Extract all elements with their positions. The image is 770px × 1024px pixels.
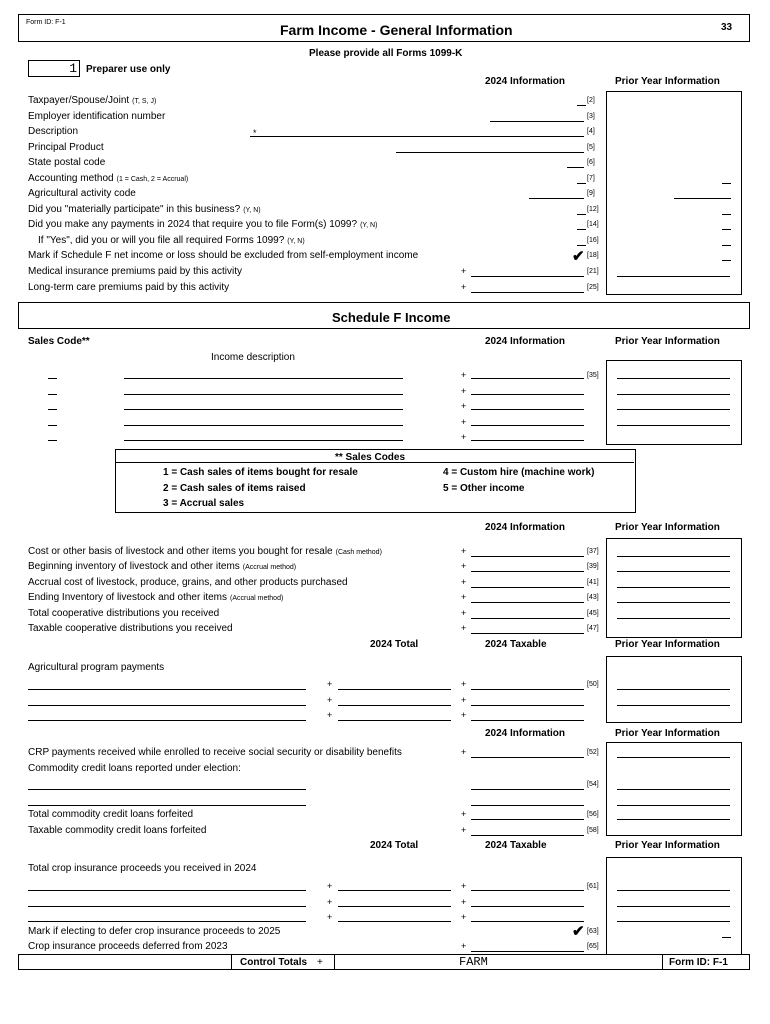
prior-year-box-livestock (606, 538, 742, 638)
prior-field-5[interactable] (722, 183, 731, 184)
plus-sign: + (461, 747, 467, 757)
page-title: Farm Income - General Information (280, 22, 513, 38)
ccc-forfeited-prior[interactable] (617, 819, 730, 820)
livestock-label-1: Beginning inventory of livestock and other items (Accrual method) (28, 561, 297, 572)
col-prior-5: Prior Year Information (615, 728, 720, 739)
income-description-field-1[interactable] (124, 394, 403, 395)
livestock-prior-field-3[interactable] (617, 602, 730, 603)
field-code-4: [6] (587, 159, 595, 166)
field-code-5: [7] (587, 175, 595, 182)
sales-code-field-1[interactable] (48, 394, 57, 395)
income-description-field-3[interactable] (124, 425, 403, 426)
field-code: [58] (587, 827, 599, 834)
general-field-0[interactable] (577, 105, 586, 106)
col-prior-4: Prior Year Information (615, 639, 720, 650)
prior-field-11[interactable] (617, 276, 730, 277)
prior-year-box-general (606, 91, 742, 295)
crop-taxable-field-2[interactable] (471, 921, 584, 922)
general-note-5: (1 = Cash, 2 = Accrual) (116, 176, 189, 183)
crop-ins-label: Total crop insurance proceeds you received in 2024 (28, 863, 257, 874)
page-subtitle: Please provide all Forms 1099-K (309, 48, 463, 59)
ccc-prior-field-0[interactable] (617, 789, 730, 790)
form-id: Form ID: F-1 (26, 19, 66, 26)
livestock-field-0[interactable] (471, 556, 584, 557)
sales-code-5: 5 = Other income (443, 483, 525, 494)
description-asterisk: * (253, 128, 257, 138)
field-code: [65] (587, 943, 599, 950)
general-note-7: (Y, N) (243, 207, 261, 214)
plus-sign: + (461, 282, 467, 292)
field-code-8: [14] (587, 221, 599, 228)
general-note-9: (Y, N) (287, 238, 305, 245)
general-label-6: Agricultural activity code (28, 188, 136, 199)
ag-program-label: Agricultural program payments (28, 662, 165, 673)
livestock-field-1[interactable] (471, 571, 584, 572)
general-field-4[interactable] (567, 167, 584, 168)
ag-description-field-2[interactable] (28, 720, 306, 721)
field-code-0: [2] (587, 97, 595, 104)
col-total-1: 2024 Total (370, 639, 419, 650)
general-field-8[interactable] (577, 229, 586, 230)
ag-total-field-1[interactable] (338, 705, 451, 706)
sales-code-field-3[interactable] (48, 425, 57, 426)
ag-taxable-field-2[interactable] (471, 720, 584, 721)
field-code-1: [3] (587, 113, 595, 120)
livestock-field-3[interactable] (471, 602, 584, 603)
deferred-field[interactable] (471, 951, 584, 952)
prior-year-box-income (606, 360, 742, 445)
income-amount-field-4[interactable] (471, 440, 584, 441)
income-description-field-0[interactable] (124, 378, 403, 379)
plus-sign: + (461, 592, 467, 602)
field-code-2: [41] (587, 579, 599, 586)
plus-sign: + (461, 825, 467, 835)
general-field-9[interactable] (577, 245, 586, 246)
plus-sign: + (461, 386, 467, 396)
plus-sign: + (461, 417, 467, 427)
ccc-field[interactable] (471, 789, 584, 790)
field-code-2: [4] (587, 128, 595, 135)
field-code: [54] (587, 781, 599, 788)
control-totals-label: Control Totals (240, 957, 308, 968)
plus-sign: + (327, 881, 333, 891)
col-total-2: 2024 Total (370, 840, 419, 851)
ag-total-field-2[interactable] (338, 720, 451, 721)
field-code-1: [39] (587, 563, 599, 570)
income-description-field-4[interactable] (124, 440, 403, 441)
plus-sign: + (327, 897, 333, 907)
ccc-description-field-0[interactable] (28, 789, 306, 790)
plus-sign: + (461, 577, 467, 587)
plus-sign: + (461, 941, 467, 951)
field-code-9: [16] (587, 237, 599, 244)
prior-field-7[interactable] (722, 214, 731, 215)
general-label-4: State postal code (28, 157, 106, 168)
ccc-taxable-field[interactable] (471, 835, 584, 836)
plus-sign: + (327, 695, 333, 705)
field-code-3: [43] (587, 594, 599, 601)
plus-sign: + (461, 370, 467, 380)
income-description-label: Income description (211, 352, 295, 363)
field-code-3: [5] (587, 144, 595, 151)
sales-code-2: 2 = Cash sales of items raised (163, 483, 306, 494)
livestock-note-3: (Accrual method) (230, 595, 284, 602)
plus-sign: + (461, 401, 467, 411)
general-field-11[interactable] (471, 276, 584, 277)
plus-sign: + (461, 679, 467, 689)
preparer-label: Preparer use only (86, 64, 171, 75)
income-description-field-2[interactable] (124, 409, 403, 410)
general-label-9: If "Yes", did you or will you file all required Forms 1099? (Y, N) (38, 235, 305, 246)
general-field-1[interactable] (490, 121, 584, 122)
footer-divider-2 (334, 955, 335, 969)
livestock-label-2: Accrual cost of livestock, produce, grains, and other products purchased (28, 577, 348, 588)
plus-sign: + (461, 608, 467, 618)
ccc-field-1[interactable] (471, 805, 584, 806)
field-code-6: [9] (587, 190, 595, 197)
general-label-10: Mark if Schedule F net income or loss should be excluded from self-employment income (28, 250, 419, 261)
general-field-6[interactable] (529, 198, 584, 199)
footer-form-id: Form ID: F-1 (669, 957, 728, 968)
field-code-12: [25] (587, 284, 599, 291)
ccc-forfeited-field[interactable] (471, 819, 584, 820)
crp-field[interactable] (471, 757, 584, 758)
crop-taxable-field-0[interactable] (471, 890, 584, 891)
general-note-0: (T, S, J) (132, 98, 157, 105)
crop-description-field-0[interactable] (28, 890, 306, 891)
plus-sign: + (461, 897, 467, 907)
livestock-prior-field-4[interactable] (617, 618, 730, 619)
col-prior-6: Prior Year Information (615, 840, 720, 851)
sales-code-label: Sales Code** (28, 336, 90, 347)
ccc-prior-field-1[interactable] (617, 805, 730, 806)
general-label-0: Taxpayer/Spouse/Joint (T, S, J) (28, 95, 157, 106)
livestock-field-2[interactable] (471, 587, 584, 588)
livestock-field-4[interactable] (471, 618, 584, 619)
livestock-note-1: (Accrual method) (242, 564, 297, 571)
prior-field-8[interactable] (722, 229, 731, 230)
field-code-0: [37] (587, 548, 599, 555)
field-code: [50] (587, 681, 599, 688)
livestock-prior-field-1[interactable] (617, 571, 730, 572)
livestock-prior-field-0[interactable] (617, 556, 730, 557)
plus-sign: + (461, 266, 467, 276)
plus-sign: + (461, 695, 467, 705)
ag-taxable-field-1[interactable] (471, 705, 584, 706)
preparer-field[interactable]: 1 (28, 60, 80, 77)
field-code-5: [47] (587, 625, 599, 632)
farm-code: FARM (459, 955, 488, 969)
income-amount-field-2[interactable] (471, 409, 584, 410)
plus-sign: + (461, 432, 467, 442)
income-amount-field-0[interactable] (471, 378, 584, 379)
crop-total-field-0[interactable] (338, 890, 451, 891)
ccc-description-field-1[interactable] (28, 805, 306, 806)
crop-taxable-field-1[interactable] (471, 906, 584, 907)
col-taxable-2: 2024 Taxable (485, 840, 547, 851)
plus-sign: + (461, 546, 467, 556)
footer-bar (18, 954, 750, 970)
sales-codes-title: ** Sales Codes (335, 452, 406, 463)
field-code-7: [12] (587, 206, 599, 213)
general-label-11: Medical insurance premiums paid by this activity (28, 266, 242, 277)
livestock-prior-field-2[interactable] (617, 587, 730, 588)
col-prior-3: Prior Year Information (615, 522, 720, 533)
field-code: [35] (587, 372, 599, 379)
footer-divider-1 (231, 955, 232, 969)
income-amount-field-3[interactable] (471, 425, 584, 426)
field-code: [56] (587, 811, 599, 818)
field-code: [63] (587, 928, 599, 935)
field-code: [61] (587, 883, 599, 890)
crop-total-field-1[interactable] (338, 906, 451, 907)
plus-sign: + (327, 912, 333, 922)
col-prior-1: Prior Year Information (615, 76, 720, 87)
footer-divider-3 (662, 955, 663, 969)
control-totals-plus: + (317, 957, 323, 968)
livestock-note-0: (Cash method) (335, 549, 382, 556)
crp-label: CRP payments received while enrolled to receive social security or disability benefits (28, 747, 402, 758)
field-code-10: [18] (587, 252, 599, 259)
general-label-2: Description (28, 126, 79, 137)
defer-label: Mark if electing to defer crop insurance proceeds to 2025 (28, 926, 281, 937)
plus-sign: + (461, 809, 467, 819)
field-code: [52] (587, 749, 599, 756)
field-code-11: [21] (587, 268, 599, 275)
income-amount-field-1[interactable] (471, 394, 584, 395)
general-checkmark-10[interactable]: ✔ (572, 248, 585, 265)
income-prior-field-3[interactable] (617, 425, 730, 426)
sales-code-3: 3 = Accrual sales (163, 498, 245, 509)
income-prior-field-0[interactable] (617, 378, 730, 379)
ag-description-field-0[interactable] (28, 689, 306, 690)
page-number: 33 (721, 22, 733, 33)
general-label-8: Did you make any payments in 2024 that require you to file Form(s) 1099? (Y, N) (28, 219, 378, 230)
crop-prior-field-2[interactable] (617, 921, 730, 922)
ccc-taxable-label: Taxable commodity credit loans forfeited (28, 825, 207, 836)
ag-prior-field-1[interactable] (617, 705, 730, 706)
livestock-label-0: Cost or other basis of livestock and other items you bought for resale (Cash method) (28, 546, 382, 557)
income-prior-field-1[interactable] (617, 394, 730, 395)
crop-description-field-2[interactable] (28, 921, 306, 922)
prior-field-9[interactable] (722, 245, 731, 246)
crop-prior-field-1[interactable] (617, 906, 730, 907)
general-field-5[interactable] (577, 183, 586, 184)
sales-code-field-0[interactable] (48, 378, 57, 379)
plus-sign: + (461, 623, 467, 633)
col-prior-2: Prior Year Information (615, 336, 720, 347)
livestock-label-5: Taxable cooperative distributions you received (28, 623, 233, 634)
col-current-3: 2024 Information (485, 522, 566, 533)
deferred-label: Crop insurance proceeds deferred from 2023 (28, 941, 228, 952)
ag-description-field-1[interactable] (28, 705, 306, 706)
col-current-4: 2024 Information (485, 728, 566, 739)
plus-sign: + (461, 912, 467, 922)
ccc-forfeited-label: Total commodity credit loans forfeited (28, 809, 194, 820)
livestock-label-4: Total cooperative distributions you received (28, 608, 220, 619)
crop-description-field-1[interactable] (28, 906, 306, 907)
ag-prior-field-0[interactable] (617, 689, 730, 690)
livestock-label-3: Ending Inventory of livestock and other items (Accrual method) (28, 592, 284, 603)
general-label-7: Did you "materially participate" in this business? (Y, N) (28, 204, 261, 215)
sales-code-4: 4 = Custom hire (machine work) (443, 467, 595, 478)
plus-sign: + (461, 710, 467, 720)
plus-sign: + (461, 881, 467, 891)
col-current-1: 2024 Information (485, 76, 566, 87)
crp-prior-field[interactable] (617, 757, 730, 758)
col-current-2: 2024 Information (485, 336, 566, 347)
schedule-f-title: Schedule F Income (332, 310, 451, 325)
crop-prior-field-0[interactable] (617, 890, 730, 891)
livestock-field-5[interactable] (471, 633, 584, 634)
general-field-7[interactable] (577, 214, 586, 215)
sales-code-1: 1 = Cash sales of items bought for resale (163, 467, 358, 478)
defer-prior-field[interactable] (722, 937, 731, 938)
prior-field-10[interactable] (722, 260, 731, 261)
crop-total-field-2[interactable] (338, 921, 451, 922)
general-label-12: Long-term care premiums paid by this activity (28, 282, 230, 293)
general-field-3[interactable] (396, 152, 584, 153)
ag-taxable-field-0[interactable] (471, 689, 584, 690)
sales-code-field-4[interactable] (48, 440, 57, 441)
general-label-1: Employer identification number (28, 111, 166, 122)
ag-total-field-0[interactable] (338, 689, 451, 690)
prior-field-6[interactable] (674, 198, 731, 199)
ccc-label: Commodity credit loans reported under election: (28, 763, 241, 774)
general-note-8: (Y, N) (360, 222, 378, 229)
defer-checkmark[interactable]: ✔ (572, 923, 585, 940)
field-code-4: [45] (587, 610, 599, 617)
general-label-3: Principal Product (28, 142, 104, 153)
plus-sign: + (327, 679, 333, 689)
col-taxable-1: 2024 Taxable (485, 639, 547, 650)
plus-sign: + (327, 710, 333, 720)
plus-sign: + (461, 561, 467, 571)
general-label-5: Accounting method (1 = Cash, 2 = Accrual) (28, 173, 189, 184)
sales-code-field-2[interactable] (48, 409, 57, 410)
general-field-2[interactable] (250, 136, 584, 137)
general-field-12[interactable] (471, 292, 584, 293)
income-prior-field-2[interactable] (617, 409, 730, 410)
